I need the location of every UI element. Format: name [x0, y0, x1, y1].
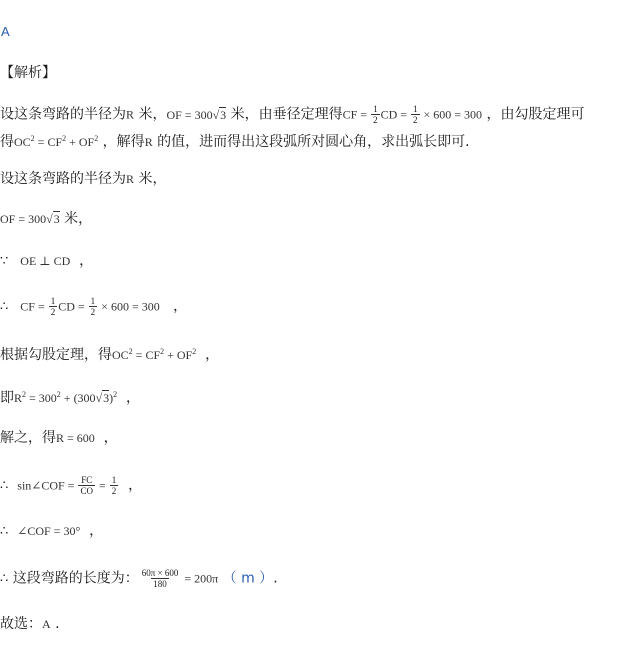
- analysis-line-2: 得$OC^2 = CF^2 + OF^2$ ，解得R 的值，进而得出这段弧所对圆心角，求出弧长即可.: [0, 134, 470, 150]
- step-11: 故选：A .: [0, 616, 60, 632]
- step-5: 根据勾股定理，得$OC^2 = CF^2 + OF^2$ ，: [0, 347, 220, 363]
- step-1: 设这条弯路的半径为R 米，: [0, 171, 167, 187]
- step-2: OF = 300√3 米，: [0, 211, 93, 227]
- step-4: ∴ CF = $\frac{1}{2}$ CD = $\frac{1}{2}$ × 600 = 300 ，: [0, 296, 188, 317]
- step-7: 解之，得R = 600 ，: [0, 430, 118, 446]
- step-8: ∴ sin∠COF = $\frac{FC}{CO}$ = $\frac{1}{2}$ ，: [0, 475, 143, 496]
- step-9: ∴ ∠COF = 30° ，: [0, 523, 104, 539]
- step-6: 即$R^2 = 300^2 + (300√3)^2$ ，: [0, 390, 141, 406]
- analysis-line-1: 设这条弯路的半径为R 米，OF = 300√3 米，由垂径定理得CF = $\frac{1}{2}$ CD = $\frac{1}{2}$ × 600 = 300 ，由勾股定理可: [0, 104, 585, 125]
- step-3: ∵ OE ⊥ CD ，: [0, 253, 94, 269]
- step-10: ∴ 这段弯路的长度为： $\frac{60\pi \times 600}{180}$ = 200π （ m ）.: [0, 568, 278, 589]
- answer-label: A: [1, 24, 10, 39]
- analysis-heading: 【解析】: [0, 65, 56, 81]
